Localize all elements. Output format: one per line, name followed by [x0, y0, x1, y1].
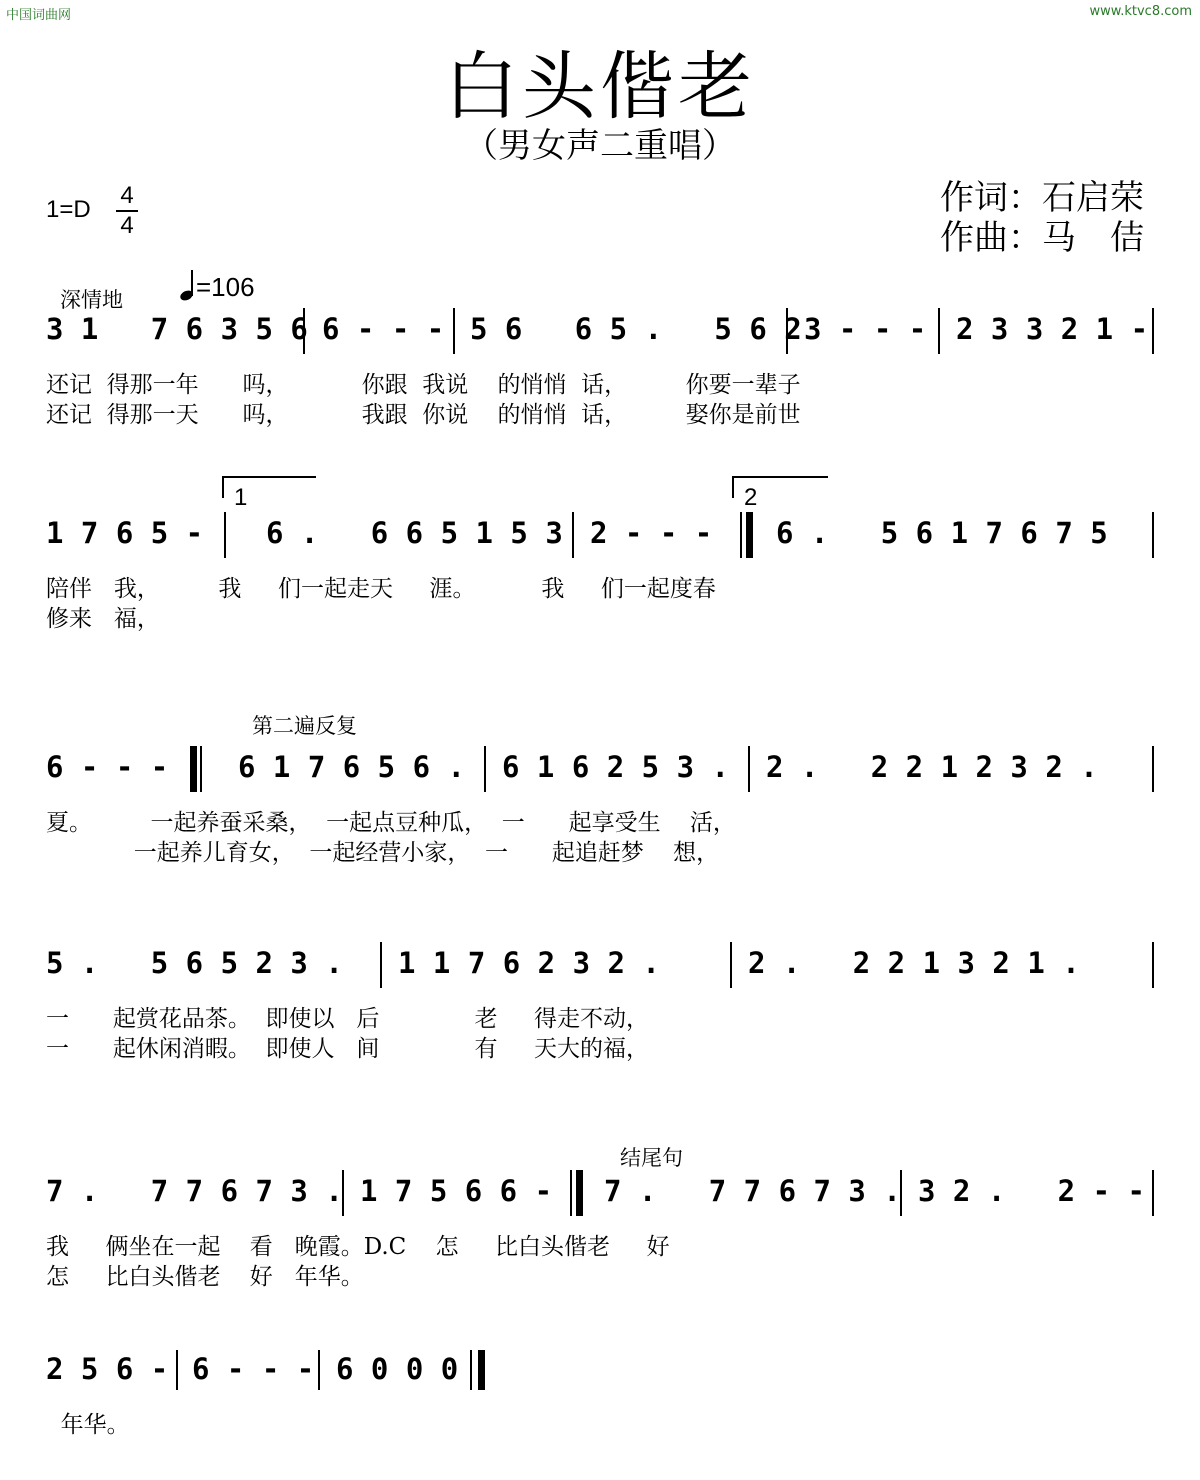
- measure-notes: 1 7 5 6 6 -: [360, 1174, 553, 1208]
- song-subtitle: （男女声二重唱）: [464, 126, 736, 166]
- measure-notes: 2 - - -: [590, 516, 713, 550]
- repeat-start-thick-bar: [190, 746, 197, 792]
- barline: [1152, 1170, 1154, 1216]
- lyrics-verse-2: 一起养儿育女， 一起经营小家， 一 起追赶梦 想，: [46, 840, 720, 866]
- tempo-mark: =106: [180, 270, 255, 303]
- lyrics-verse-1: 我 俩坐在一起 看 晚霞。D.C 怎 比白头偕老 好: [46, 1234, 670, 1260]
- barline: [1152, 512, 1154, 558]
- barline: [1152, 746, 1154, 792]
- song-title: 白头偕老: [444, 44, 756, 130]
- measure-notes: 7 . 7 7 6 7 3 .: [46, 1174, 343, 1208]
- lyrics-verse-1: 陪伴 我， 我 们一起走天 涯。 我 们一起度春: [46, 576, 716, 602]
- lyrics-verse-2: 修来 福，: [46, 606, 160, 632]
- measure-notes: 3 - - -: [804, 312, 927, 346]
- repeat-end-barline: [570, 1170, 572, 1216]
- barline: [572, 512, 574, 558]
- final-thick-bar: [478, 1350, 485, 1390]
- measure-notes: 3 1 7 6 3 5 6: [46, 312, 308, 346]
- barline: [748, 746, 750, 792]
- second-ending-bracket: 2: [732, 476, 828, 498]
- barline: [730, 942, 732, 988]
- barline: [938, 308, 940, 354]
- measure-notes: 1 7 6 5 -: [46, 516, 204, 550]
- repeat-start-barline: [200, 746, 202, 792]
- lyrics-verse-2: 一 起休闲消暇。 即使人 间 有 天大的福，: [46, 1036, 650, 1062]
- measure-notes: 1 1 7 6 2 3 2 .: [398, 946, 660, 980]
- repeat-end-thick-bar: [576, 1170, 583, 1216]
- barline: [176, 1350, 178, 1390]
- lyrics-verse-1: 年华。: [46, 1412, 130, 1438]
- measure-notes: 5 6 6 5 . 5 6 2: [470, 312, 802, 346]
- repeat-instruction: 第二遍反复: [252, 714, 357, 738]
- expression-mark: 深情地: [60, 288, 123, 312]
- repeat-end-barline: [740, 512, 742, 558]
- credits: [940, 178, 1144, 258]
- measure-notes: 7 . 7 7 6 7 3 .: [604, 1174, 901, 1208]
- time-signature: 4 4: [116, 182, 138, 240]
- measure-notes: 2 . 2 2 1 3 2 1 .: [748, 946, 1080, 980]
- measure-notes: 6 0 0 0: [336, 1352, 459, 1386]
- lyrics-verse-1: 夏。 一起养蚕采桑， 一起点豆种瓜， 一 起享受生 活，: [46, 810, 736, 836]
- barline: [1152, 308, 1154, 354]
- measure-notes: 5 . 5 6 5 2 3 .: [46, 946, 343, 980]
- barline: [318, 1350, 320, 1390]
- measure-notes: 2 . 2 2 1 2 3 2 .: [766, 750, 1098, 784]
- first-ending-bracket: 1: [222, 476, 316, 498]
- watermark-right: www.ktvc8.com: [1089, 4, 1192, 19]
- barline: [224, 512, 226, 558]
- barline: [1152, 942, 1154, 988]
- barline: [484, 746, 486, 792]
- ending-section-label: 结尾句: [620, 1146, 683, 1170]
- measure-notes: 6 - - -: [192, 1352, 315, 1386]
- repeat-end-thick-bar: [746, 512, 753, 558]
- lyricist: 作词：石启荣: [940, 178, 1144, 218]
- measure-notes: 6 . 6 6 5 1 5 3: [266, 516, 563, 550]
- watermark-left: 中国词曲网: [6, 8, 72, 23]
- measure-notes: 6 - - -: [46, 750, 169, 784]
- measure-notes: 6 - - -: [322, 312, 445, 346]
- measure-notes: 2 3 3 2 1 -: [956, 312, 1149, 346]
- measure-notes: 3 2 . 2 - -: [918, 1174, 1145, 1208]
- final-barline: [470, 1350, 472, 1390]
- lyrics-verse-1: 一 起赏花品茶。 即使以 后 老 得走不动，: [46, 1006, 650, 1032]
- barline: [380, 942, 382, 988]
- lyrics-verse-1: 还记 得那一年 吗， 你跟 我说 的悄悄 话， 你要一辈子: [46, 372, 801, 398]
- measure-notes: 2 5 6 -: [46, 1352, 169, 1386]
- key-signature: 1=D: [46, 196, 91, 223]
- lyrics-verse-2: 怎 比白头偕老 好 年华。: [46, 1264, 364, 1290]
- lyrics-verse-2: 还记 得那一天 吗， 我跟 你说 的悄悄 话， 娶你是前世: [46, 402, 801, 428]
- measure-notes: 6 . 5 6 1 7 6 7 5: [776, 516, 1108, 550]
- measure-notes: 6 1 6 2 5 3 .: [502, 750, 729, 784]
- quarter-note-icon: [180, 270, 196, 300]
- composer: 作曲：马 佶: [940, 218, 1144, 258]
- barline: [453, 308, 455, 354]
- measure-notes: 6 1 7 6 5 6 .: [238, 750, 465, 784]
